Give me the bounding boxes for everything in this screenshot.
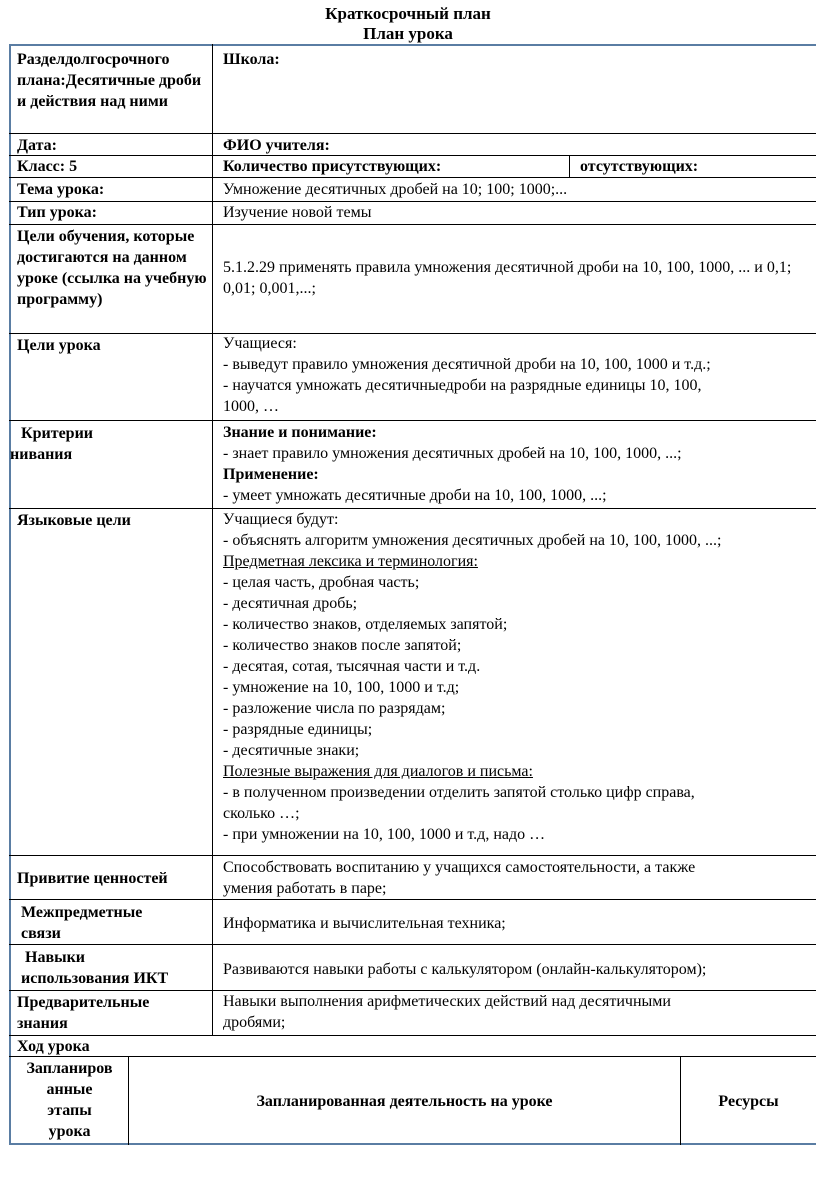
present-label: Количество присутствующих:: [223, 158, 442, 175]
application-text: - умеет умножать десятичные дроби на 10, 100, 1000, ...;: [223, 487, 607, 504]
vocab-item: - десятая, сотая, тысячная части и т.д.: [223, 658, 481, 675]
prior-knowledge-label: [17, 992, 149, 1034]
vocab-item: - разложение числа по разрядам;: [223, 700, 446, 717]
row-divider: [9, 1035, 816, 1036]
vocab-item: - целая часть, дробная часть;: [223, 574, 420, 591]
topic-value: Умножение десятичных дробей на 10; 100; 1000;...: [223, 181, 568, 198]
class-label: Класс: 5: [17, 158, 78, 175]
row-divider: [9, 1056, 816, 1057]
prior-knowledge-label-line: Предварительные: [17, 994, 150, 1011]
row-divider: [9, 201, 816, 202]
language-intro: Учащиеся будут:: [223, 511, 339, 528]
row-divider: [9, 899, 816, 900]
vocab-item: - десятичные знаки;: [223, 742, 360, 759]
interdisciplinary-label-line: связи: [21, 925, 61, 942]
document-subtitle: План урока: [363, 24, 453, 43]
vocab-item: - десятичная дробь;: [223, 595, 358, 612]
resources-header: Ресурсы: [718, 1093, 779, 1110]
lesson-goals-label: Цели урока: [17, 337, 101, 354]
lesson-type-label: Тип урока:: [17, 204, 97, 221]
knowledge-text: - знает правило умножения десятичных дробей на 10, 100, 1000, ...;: [223, 445, 682, 462]
knowledge-heading: Знание и понимание:: [223, 424, 377, 441]
lesson-goals-text: [223, 333, 711, 417]
column-divider: [212, 44, 213, 1035]
lesson-flow-label: Ход урока: [17, 1038, 90, 1055]
prior-knowledge-line: дробями;: [223, 1014, 286, 1031]
phrase-item: сколько …;: [223, 805, 300, 822]
vocab-item: - умножение на 10, 100, 1000 и т.д;: [223, 679, 460, 696]
prior-knowledge-text: [223, 991, 671, 1033]
phrase-item: - в полученном произведении отделить запятой столько цифр справа,: [223, 784, 695, 801]
planned-stages-header: [11, 1058, 128, 1142]
ict-label: [21, 947, 168, 989]
criteria-label-line2: нивания: [10, 446, 73, 463]
lesson-goals-line: - научатся умножать десятичныедроби на разрядные единицы 10, 100,: [223, 377, 702, 394]
criteria-label-line1: Критерии: [21, 425, 94, 442]
planned-stages-line: урока: [48, 1123, 91, 1140]
prior-knowledge-line: Навыки выполнения арифметических действий над десятичными: [223, 993, 671, 1010]
lesson-goals-line: Учащиеся:: [223, 335, 297, 352]
language-goals-label: Языковые цели: [17, 512, 131, 529]
language-goals-text: [223, 509, 721, 845]
phrases-heading: Полезные выражения для диалогов и письма:: [223, 763, 533, 780]
row-divider: [9, 177, 816, 178]
interdisciplinary-label: [21, 902, 142, 944]
interdisciplinary-value: Информатика и вычислительная техника;: [223, 915, 506, 932]
row-divider: [9, 944, 816, 945]
lesson-goals-line: 1000, …: [223, 398, 279, 415]
application-heading: Применение:: [223, 466, 319, 483]
topic-label: Тема урока:: [17, 181, 105, 198]
planned-stages-line: анные: [46, 1081, 93, 1098]
row-divider: [9, 855, 816, 856]
absent-label: отсутствующих:: [580, 158, 699, 175]
column-divider: [569, 155, 570, 177]
row-divider: [9, 420, 816, 421]
teacher-label: ФИО учителя:: [223, 137, 330, 154]
language-explain: - объяснять алгоритм умножения десятичных дробей на 10, 100, 1000, ...;: [223, 532, 722, 549]
lesson-goals-line: - выведут правило умножения десятичной дроби на 10, 100, 1000 и т.д.;: [223, 356, 711, 373]
planned-activity-header: Запланированная деятельность на уроке: [256, 1093, 553, 1110]
vocab-item: - количество знаков, отделяемых запятой;: [223, 616, 508, 633]
ict-label-line: Навыки: [25, 949, 86, 966]
vocab-item: - количество знаков после запятой;: [223, 637, 462, 654]
vocab-heading: Предметная лексика и терминология:: [223, 553, 478, 570]
ict-value: Развиваются навыки работы с калькулятором (онлайн-калькулятором);: [223, 961, 707, 978]
planned-stages-line: этапы: [47, 1102, 92, 1119]
vocab-item: - разрядные единицы;: [223, 721, 373, 738]
document-title: Краткосрочный план: [325, 4, 491, 23]
ict-label-line: использования ИКТ: [21, 970, 169, 987]
date-label: Дата:: [17, 137, 57, 154]
lesson-type-value: Изучение новой темы: [223, 204, 372, 221]
values-text: [223, 857, 695, 899]
learning-goals-label: Цели обучения, которые достигаются на данном уроке (ссылка на учебную программу): [17, 228, 207, 308]
learning-goals-value: 5.1.2.29 применять правила умножения десятичной дроби на 10, 100, 1000, ... и 0,1; 0,01; 0,001,...;: [223, 259, 792, 297]
criteria-text: [223, 422, 682, 506]
prior-knowledge-label-line: знания: [17, 1015, 68, 1032]
interdisciplinary-label-line: Межпредметные: [21, 904, 143, 921]
row-divider: [9, 133, 816, 134]
section-label: Разделдолгосрочного плана:Десятичные дроби и действия над ними: [17, 51, 202, 110]
lesson-plan-table: [9, 44, 816, 1145]
values-line: умения работать в паре;: [223, 880, 387, 897]
document-header: [0, 4, 816, 44]
values-label: Привитие ценностей: [17, 870, 168, 887]
phrase-item: - при умножении на 10, 100, 1000 и т.д, надо …: [223, 826, 546, 843]
planned-stages-line: Запланиров: [26, 1060, 113, 1077]
school-label: Школа:: [223, 51, 280, 68]
values-line: Способствовать воспитанию у учащихся самостоятельности, а также: [223, 859, 696, 876]
row-divider: [9, 224, 816, 225]
